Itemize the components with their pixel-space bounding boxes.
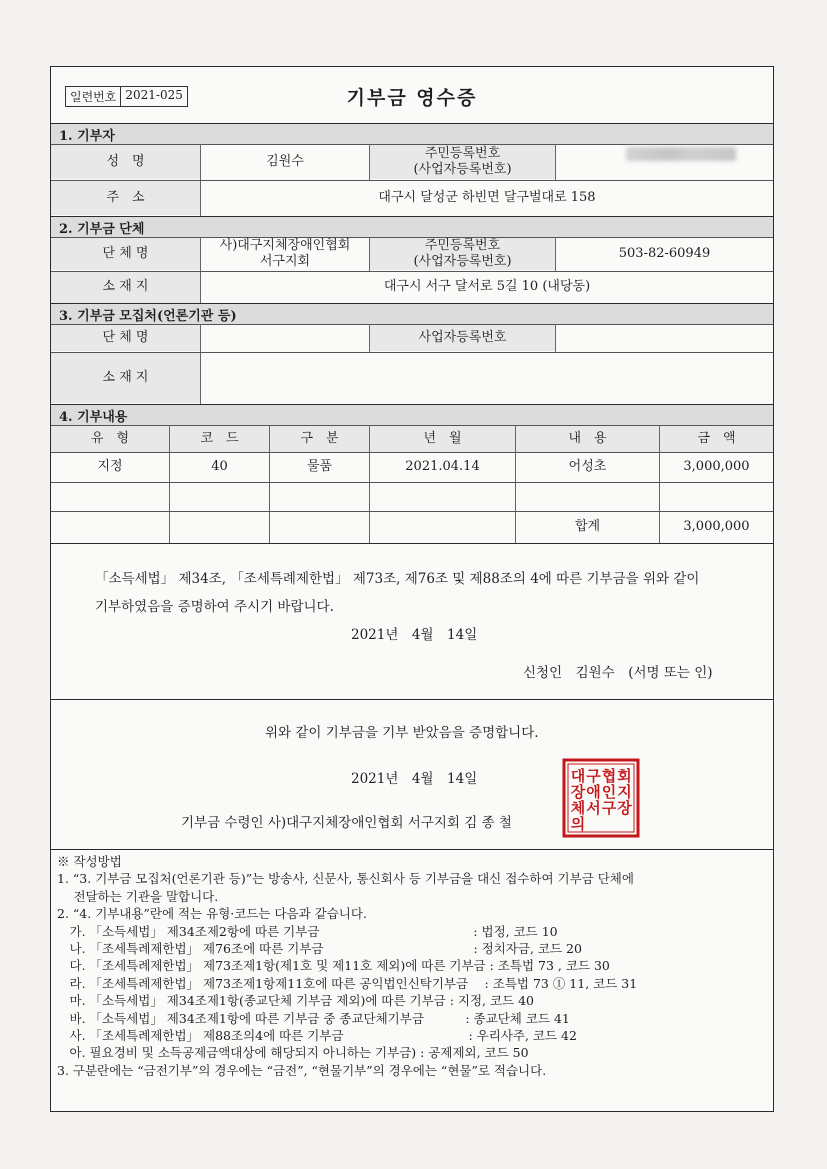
statement-applicant: 신청인 김원수 (서명 또는 인): [523, 665, 713, 681]
content-header-amount: 금 액: [660, 426, 773, 452]
content-header-category: 구 분: [270, 426, 369, 452]
content-row-type: 지정: [97, 458, 123, 474]
instructions: [57, 853, 769, 1079]
donor-id-label-line1: 주민등록번호: [424, 145, 501, 161]
instruction-line: 3. 구분란에는 “금전기부”의 경우에는 “금전”, “현물기부”의 경우에는 “현물”로 적습니다.: [57, 1062, 547, 1078]
redacted-id-number: [626, 147, 736, 161]
collector-bizno-label: 사업자등록번호: [370, 325, 555, 351]
instruction-line: 가. 「소득세법」 제34조제2항에 따른 기부금 : 법정, 코드 10: [57, 923, 558, 939]
seal-glyph: 구: [601, 799, 617, 817]
content-row-amount: 3,000,000: [683, 458, 750, 474]
receipt-recipient: 기부금 수령인 사)대구지체장애인협회 서구지회 김 종 철: [181, 815, 512, 831]
instruction-line: 나. 「조세특례제한법」 제76조에 따른 기부금 : 정치자금, 코드 20: [57, 941, 582, 957]
statement-line1: 「소득세법」 제34조, 「조세특례제한법」 제73조, 제76조 및 제88조의 4에 따른 기부금을 위와 같이: [95, 571, 700, 587]
page-title: 기부금 영수증: [346, 87, 478, 109]
seal-glyph: 회: [617, 767, 632, 785]
donor-name-value: 김원수: [266, 153, 304, 169]
instruction-line: 바. 「소득세법」 제34조제1항에 따른 기부금 중 종교단체기부금 : 종교단체 코드 41: [57, 1010, 570, 1026]
donor-id-label-line2: (사업자등록번호): [413, 162, 512, 177]
content-row-code: 40: [211, 458, 228, 474]
section-organization-title: 2. 기부금 단체: [51, 217, 773, 237]
donation-receipt-form: [50, 66, 774, 1112]
organization-id-label-line2: (사업자등록번호): [413, 254, 512, 269]
organization-location-value: 대구시 서구 달서로 5길 10 (내당동): [383, 279, 591, 295]
seal-glyph: 구: [586, 767, 601, 785]
content-header-code: 코 드: [170, 426, 269, 452]
content-header-description: 내 용: [516, 426, 659, 452]
seal-glyph: 서: [586, 799, 601, 817]
donor-name-label: 성 명: [51, 145, 200, 179]
seal-glyph: 장: [570, 783, 586, 801]
serial-label: 일련번호: [70, 90, 117, 104]
statement-date: 2021년 4월 14일: [351, 627, 478, 643]
official-seal-stamp: [561, 757, 641, 839]
organization-name-value: [201, 238, 369, 270]
donor-address-label: 주 소: [51, 181, 200, 215]
organization-name-line2: 서구지회: [259, 254, 311, 269]
instruction-line: 1. “3. 기부금 모집처(언론기관 등)”는 방송사, 신문사, 통신회사 등 기부금을 대신 접수하여 기부금 단체에: [57, 871, 634, 887]
seal-glyph: 대: [570, 767, 586, 785]
seal-glyph: 인: [601, 783, 617, 801]
instruction-line: 다. 「조세특례제한법」 제73조제1항(제1호 및 제11호 제외)에 따른 기부금 : 조특법 73 , 코드 30: [57, 958, 610, 974]
section-content-title: 4. 기부내용: [51, 405, 773, 425]
donor-address-value: 대구시 달성군 하빈면 달구벌대로 158: [378, 189, 596, 205]
content-row-date: 2021.04.14: [405, 458, 480, 474]
receipt-line1: 위와 같이 기부금을 기부 받았음을 증명합니다.: [265, 725, 539, 741]
content-row-category: 물품: [306, 458, 333, 474]
instructions-heading: ※ 작성방법: [57, 854, 122, 869]
content-total-value: 3,000,000: [683, 518, 750, 534]
instruction-line: 마. 「소득세법」 제34조제1항(종교단체 기부금 제외)에 따른 기부금 : 지정, 코드 40: [57, 993, 535, 1009]
instruction-line: 라. 「조세특례제한법」 제73조제1항제11호에 따른 공익법인신탁기부금 : 조특법 73 ① 11, 코드 31: [57, 975, 638, 991]
seal-glyph: 장: [617, 799, 632, 817]
content-header-date: 년 월: [370, 426, 515, 452]
seal-glyph: 애: [586, 783, 601, 801]
collector-name-label: 단 체 명: [51, 325, 200, 351]
content-total-label: 합계: [574, 518, 601, 534]
statement-line2: 기부하였음을 증명하여 주시기 바랍니다.: [95, 599, 334, 615]
section-collector-title: 3. 기부금 모집처(언론기관 등): [51, 304, 773, 324]
seal-glyph: 체: [570, 799, 586, 817]
serial-value: 2021-025: [120, 87, 187, 106]
organization-id-label-line1: 주민등록번호: [424, 237, 501, 253]
organization-id-value: 503-82-60949: [618, 245, 711, 261]
seal-glyph: 의: [570, 815, 586, 833]
instruction-line: 아. 필요경비 및 소득공제금액대상에 해당되지 아니하는 기부금) : 공제제외, 코드 50: [57, 1045, 529, 1061]
donor-id-label: [370, 145, 555, 179]
organization-name-label: 단 체 명: [51, 238, 200, 270]
instruction-line: 전달하는 기관을 말합니다.: [57, 888, 219, 904]
instruction-line: 사. 「조세특례제한법」 제88조의4에 따른 기부금 : 우리사주, 코드 42: [57, 1028, 577, 1044]
seal-glyph: 지: [617, 783, 632, 801]
seal-glyph: 협: [601, 767, 617, 785]
organization-id-label: [370, 238, 555, 270]
section-donor-title: 1. 기부자: [51, 124, 773, 144]
receipt-date: 2021년 4월 14일: [351, 771, 478, 787]
collector-location-label: 소 재 지: [51, 353, 200, 403]
organization-location-label: 소 재 지: [51, 272, 200, 303]
organization-name-line1: 사)대구지체장애인협회: [219, 237, 351, 253]
content-row-description: 어성초: [568, 458, 607, 474]
content-header-type: 유 형: [51, 426, 169, 452]
instruction-line: 2. “4. 기부내용”란에 적는 유형·코드는 다음과 같습니다.: [57, 906, 367, 922]
